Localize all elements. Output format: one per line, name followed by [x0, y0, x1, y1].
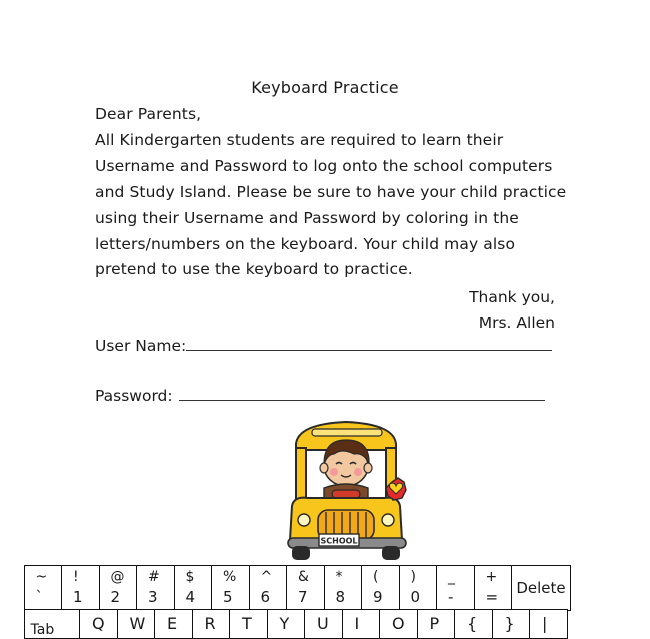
key-3[interactable]: # 3	[136, 565, 175, 611]
username-field[interactable]	[95, 337, 552, 355]
key-e[interactable]: E	[154, 609, 193, 639]
password-label: Password:	[95, 387, 173, 405]
letter-line: Dear Parents,	[95, 105, 202, 123]
key-o[interactable]: O	[379, 609, 418, 639]
school-bus-illustration	[284, 420, 410, 566]
key-p[interactable]: P	[417, 609, 456, 639]
password-field[interactable]	[95, 387, 545, 405]
password-blank-line[interactable]	[179, 388, 545, 401]
closing: Thank you,	[469, 288, 555, 306]
key-tab[interactable]: Tab	[24, 609, 81, 639]
username-blank-line[interactable]	[186, 338, 552, 351]
letter-body	[95, 102, 565, 283]
letter-line: Username and Password to log onto the school computers	[95, 156, 553, 175]
key-2[interactable]: @ 2	[99, 565, 138, 611]
key-right-brace[interactable]: }	[492, 609, 531, 639]
signature-block	[469, 284, 555, 336]
letter-line: and Study Island. Please be sure to have your child practice	[95, 182, 567, 201]
letter-line: using their Username and Password by coloring in the	[95, 208, 519, 227]
key-8[interactable]: * 8	[324, 565, 363, 611]
key-w[interactable]: W	[117, 609, 156, 639]
key-equals[interactable]: + =	[474, 565, 513, 611]
key-7[interactable]: & 7	[286, 565, 325, 611]
key-9[interactable]: ( 9	[361, 565, 400, 611]
bus-plate-label: SCHOOL	[320, 536, 358, 546]
letter-line: All Kindergarten students are required to learn their	[95, 130, 504, 149]
username-label: User Name:	[95, 337, 187, 355]
key-y[interactable]: Y	[267, 609, 306, 639]
key-6[interactable]: ^ 6	[249, 565, 288, 611]
letter-line: pretend to use the keyboard to practice.	[95, 260, 413, 279]
key-q[interactable]: Q	[79, 609, 118, 639]
letter-line: letters/numbers on the keyboard. Your child may also	[95, 234, 516, 253]
number-row	[25, 565, 571, 611]
key-minus[interactable]: _ -	[436, 565, 475, 611]
key-1[interactable]: ! 1	[61, 565, 100, 611]
key-4[interactable]: $ 4	[174, 565, 213, 611]
key-backtick[interactable]: ~ `	[24, 565, 63, 611]
key-i[interactable]: I	[342, 609, 381, 639]
page-title: Keyboard Practice	[251, 78, 399, 97]
key-pipe[interactable]: |	[529, 609, 568, 639]
key-left-brace[interactable]: {	[454, 609, 493, 639]
key-5[interactable]: % 5	[211, 565, 250, 611]
key-0[interactable]: ) 0	[399, 565, 438, 611]
letter-row	[25, 609, 568, 639]
key-t[interactable]: T	[229, 609, 268, 639]
key-u[interactable]: U	[304, 609, 343, 639]
key-r[interactable]: R	[192, 609, 231, 639]
key-delete[interactable]: Delete	[511, 565, 571, 611]
signature: Mrs. Allen	[478, 314, 555, 332]
